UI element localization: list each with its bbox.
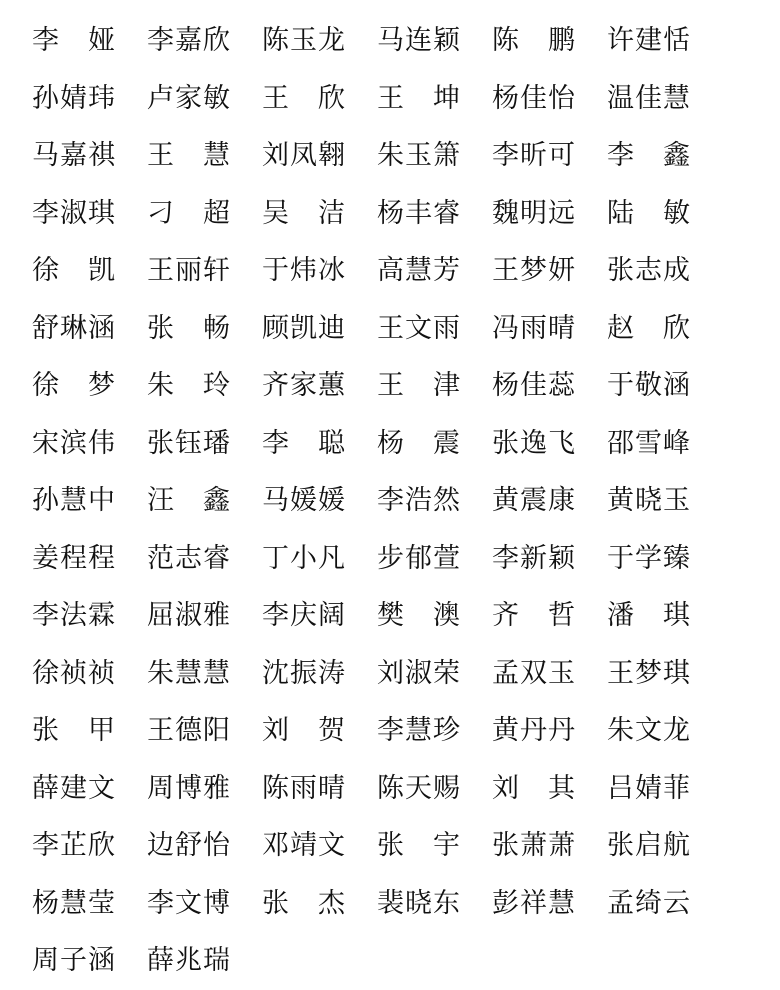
name-cell: 马连颖	[377, 25, 461, 57]
name-cell: 范志睿	[147, 542, 231, 574]
name-cell: 步郁萱	[377, 542, 461, 574]
name-cell: 周子涵	[32, 945, 116, 977]
name-cell: 屈淑雅	[147, 600, 231, 632]
name-row	[32, 932, 752, 990]
name-cell: 邓靖文	[262, 830, 346, 862]
name-cell: 徐 梦	[32, 370, 115, 402]
name-cell: 陈天赐	[377, 772, 461, 804]
name-cell: 李嘉欣	[147, 25, 231, 57]
name-row	[32, 12, 752, 70]
name-cell: 张 宇	[377, 830, 460, 862]
name-cell: 黄震康	[492, 485, 576, 517]
name-cell: 陈玉龙	[262, 25, 346, 57]
name-cell: 冯雨晴	[492, 312, 576, 344]
name-cell: 陈 鹏	[492, 25, 575, 57]
name-cell: 杨佳蕊	[492, 370, 576, 402]
name-cell: 王梦琪	[607, 657, 691, 689]
name-cell: 孟绮云	[607, 887, 691, 919]
name-cell: 王丽轩	[147, 255, 231, 287]
name-cell: 薛兆瑞	[147, 945, 231, 977]
name-row	[32, 127, 752, 185]
name-cell: 王 坤	[377, 82, 460, 114]
name-row	[32, 415, 752, 473]
name-cell: 徐 凯	[32, 255, 115, 287]
name-cell: 马媛媛	[262, 485, 346, 517]
name-cell: 杨丰睿	[377, 197, 461, 229]
name-cell: 张钰璠	[147, 427, 231, 459]
name-cell: 于炜冰	[262, 255, 346, 287]
name-cell: 杨慧莹	[32, 887, 116, 919]
name-cell: 李淑琪	[32, 197, 116, 229]
name-cell: 孙慧中	[32, 485, 116, 517]
name-cell: 李庆阔	[262, 600, 346, 632]
name-cell: 刘凤翱	[262, 140, 346, 172]
name-cell: 王梦妍	[492, 255, 576, 287]
name-row	[32, 760, 752, 818]
name-cell: 樊 澳	[377, 600, 460, 632]
name-cell: 邵雪峰	[607, 427, 691, 459]
name-cell: 张启航	[607, 830, 691, 862]
name-cell: 许建恬	[607, 25, 691, 57]
name-cell: 刘 贺	[262, 715, 345, 747]
name-row	[32, 702, 752, 760]
name-cell: 顾凯迪	[262, 312, 346, 344]
name-cell: 马嘉祺	[32, 140, 116, 172]
name-cell: 王 慧	[147, 140, 230, 172]
name-cell: 潘 琪	[607, 600, 690, 632]
name-cell: 王德阳	[147, 715, 231, 747]
name-cell: 舒琳涵	[32, 312, 116, 344]
name-cell: 李芷欣	[32, 830, 116, 862]
name-cell: 朱文龙	[607, 715, 691, 747]
name-cell: 朱玉箫	[377, 140, 461, 172]
name-cell: 孟双玉	[492, 657, 576, 689]
name-cell: 张 甲	[32, 715, 115, 747]
name-cell: 边舒怡	[147, 830, 231, 862]
name-row	[32, 357, 752, 415]
name-cell: 卢家敏	[147, 82, 231, 114]
name-cell: 彭祥慧	[492, 887, 576, 919]
name-cell: 张 畅	[147, 312, 230, 344]
name-cell: 于学臻	[607, 542, 691, 574]
name-cell: 朱 玲	[147, 370, 230, 402]
name-cell: 朱慧慧	[147, 657, 231, 689]
name-cell: 黄丹丹	[492, 715, 576, 747]
name-cell: 吕婧菲	[607, 772, 691, 804]
name-cell: 张志成	[607, 255, 691, 287]
name-cell: 李慧珍	[377, 715, 461, 747]
name-list	[32, 12, 752, 990]
name-cell: 陈雨晴	[262, 772, 346, 804]
name-cell: 孙婧玮	[32, 82, 116, 114]
name-cell: 李浩然	[377, 485, 461, 517]
name-row	[32, 185, 752, 243]
name-cell: 刘淑荣	[377, 657, 461, 689]
name-cell: 李昕可	[492, 140, 576, 172]
name-row	[32, 875, 752, 933]
name-row	[32, 300, 752, 358]
name-cell: 姜程程	[32, 542, 116, 574]
name-row	[32, 242, 752, 300]
name-row	[32, 472, 752, 530]
name-cell: 刘 其	[492, 772, 575, 804]
name-cell: 刁 超	[147, 197, 230, 229]
name-cell: 丁小凡	[262, 542, 346, 574]
name-cell: 汪 鑫	[147, 485, 230, 517]
name-cell: 李新颖	[492, 542, 576, 574]
name-row	[32, 587, 752, 645]
name-row	[32, 817, 752, 875]
name-cell: 张萧萧	[492, 830, 576, 862]
name-cell: 吴 洁	[262, 197, 345, 229]
name-cell: 裴晓东	[377, 887, 461, 919]
name-cell: 王文雨	[377, 312, 461, 344]
name-cell: 齐 哲	[492, 600, 575, 632]
name-cell: 张逸飞	[492, 427, 576, 459]
name-cell: 陆 敏	[607, 197, 690, 229]
name-cell: 魏明远	[492, 197, 576, 229]
name-row	[32, 530, 752, 588]
name-row	[32, 645, 752, 703]
name-cell: 齐家蕙	[262, 370, 346, 402]
name-cell: 王 欣	[262, 82, 345, 114]
name-cell: 高慧芳	[377, 255, 461, 287]
name-cell: 李 聪	[262, 427, 345, 459]
name-cell: 黄晓玉	[607, 485, 691, 517]
name-cell: 周博雅	[147, 772, 231, 804]
name-cell: 宋滨伟	[32, 427, 116, 459]
name-cell: 李文博	[147, 887, 231, 919]
name-cell: 赵 欣	[607, 312, 690, 344]
name-cell: 李法霖	[32, 600, 116, 632]
name-cell: 徐祯祯	[32, 657, 116, 689]
name-cell: 薛建文	[32, 772, 116, 804]
name-cell: 张 杰	[262, 887, 345, 919]
name-cell: 杨佳怡	[492, 82, 576, 114]
name-cell: 杨 震	[377, 427, 460, 459]
name-cell: 温佳慧	[607, 82, 691, 114]
name-cell: 李 娅	[32, 25, 115, 57]
name-cell: 沈振涛	[262, 657, 346, 689]
name-cell: 于敬涵	[607, 370, 691, 402]
name-cell: 李 鑫	[607, 140, 690, 172]
name-cell: 王 津	[377, 370, 460, 402]
name-row	[32, 70, 752, 128]
